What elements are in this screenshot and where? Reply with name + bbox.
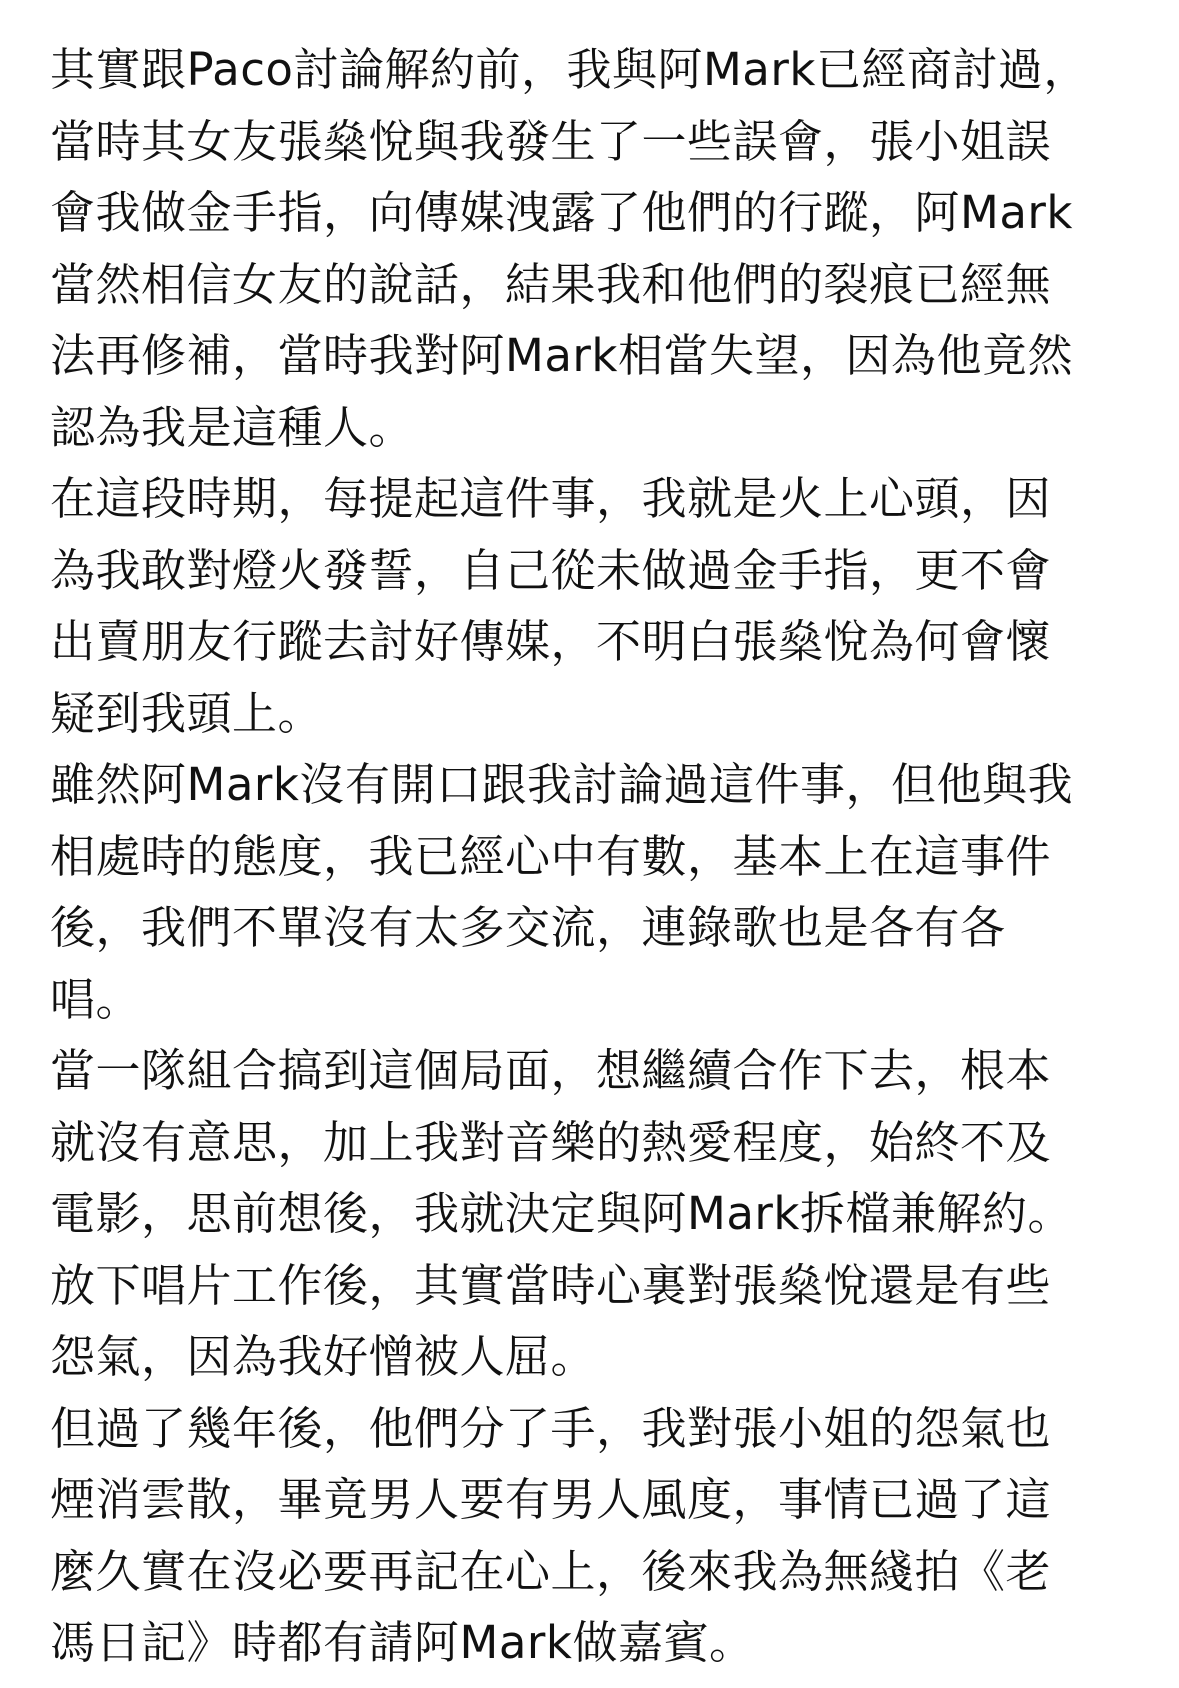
text-line: 雖然阿Mark沒有開口跟我討論過這件事，但他與我 [50,758,1073,811]
paragraph-2 [50,463,1139,749]
text-line: 在這段時期，每提起這件事，我就是火上心頭，因 [50,472,1052,525]
text-line: 法再修補，當時我對阿Mark相當失望，因為他竟然 [50,329,1073,382]
paragraph-1 [50,34,1139,463]
text-line: 但過了幾年後，他們分了手，我對張小姐的怨氣也 [50,1401,1052,1455]
text-line: 為我敢對燈火發誓，自己從未做過金手指，更不會 [50,543,1052,597]
text-line: 當時其女友張燊悅與我發生了一些誤會，張小姐誤 [50,114,1052,168]
text-line: 放下唱片工作後，其實當時心裏對張燊悅還是有些 [50,1258,1052,1312]
text-line: 煙消雲散，畢竟男人要有男人風度，事情已過了這 [50,1473,1052,1526]
text-line: 唱。 [50,972,142,1026]
text-line: 其實跟Paco討論解約前，我與阿Mark已經商討過， [50,43,1089,96]
text-line: 電影，思前想後，我就決定與阿Mark拆檔兼解約。 [50,1187,1073,1240]
text-line: 怨氣，因為我好憎被人屈。 [50,1330,597,1383]
paragraph-5 [50,1250,1139,1393]
text-line: 後，我們不單沒有太多交流，連錄歌也是各有各 [50,901,1006,954]
paragraph-3 [50,749,1139,1035]
text-line: 出賣朋友行蹤去討好傳媒，不明白張燊悅為何會懷 [50,615,1052,668]
text-line: 就沒有意思，加上我對音樂的熱愛程度，始終不及 [50,1115,1052,1169]
text-line: 當一隊組合搞到這個局面，想繼續合作下去，根本 [50,1044,1052,1097]
text-line: 疑到我頭上。 [50,686,324,740]
text-line: 會我做金手指，向傳媒洩露了他們的行蹤，阿Mark [50,186,1073,239]
text-line: 相處時的態度，我已經心中有數，基本上在這事件 [50,829,1052,883]
text-line: 馮日記》時都有請阿Mark做嘉賓。 [50,1616,755,1669]
text-line: 麼久實在沒必要再記在心上，後來我為無綫拍《老 [50,1544,1052,1598]
text-line: 當然相信女友的說話，結果我和他們的裂痕已經無 [50,257,1052,311]
text-line: 認為我是這種人。 [50,400,415,454]
paragraph-6 [50,1393,1139,1679]
paragraph-4 [50,1035,1139,1250]
